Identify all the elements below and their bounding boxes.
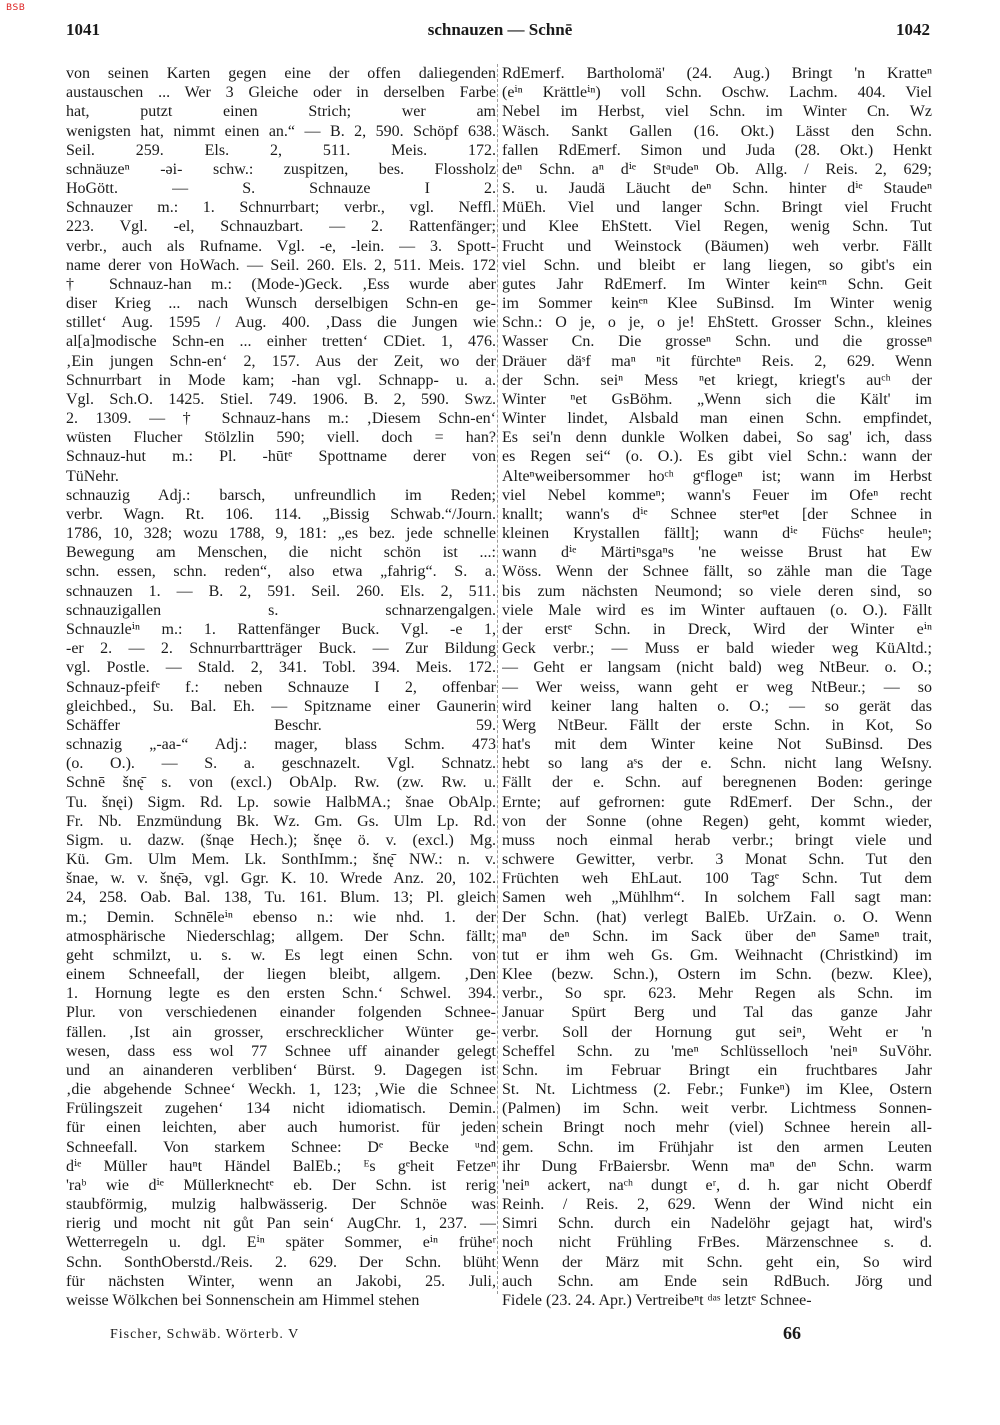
text-line: Geck verbr.; — Muss er bald wieder weg KüAltd.; bbox=[502, 640, 932, 658]
text-line: schnazig „-aa-“ Adj.: mager, blass Schm. 473 bbox=[66, 736, 496, 754]
text-line: Schnauz-pfeifᵉ f.: neben Schnauze I 2, offenbar bbox=[66, 678, 496, 696]
text-line: ihr Dung FrBaiersbr. Wenn maⁿ deⁿ Schn. warm bbox=[502, 1157, 932, 1175]
text-line: auch Schn. am Ende sein RdBuch. Jörg und bbox=[502, 1272, 932, 1290]
text-line: viele Male wird es im Winter auftauen (o. O.). Fällt bbox=[502, 601, 932, 619]
text-line: hebt so lang aˢs der e. Schn. nicht lang WeIsny. bbox=[502, 755, 932, 773]
text-line: — Wer weiss, wann geht er weg NtBeur.; — so bbox=[502, 678, 932, 696]
text-line: verbr. Soll der Hornung gut seiⁿ, Weht er 'n bbox=[502, 1023, 932, 1041]
text-line: Schn.: O je, o je, o je! EhStett. Grosser Schn., kleines bbox=[502, 314, 932, 332]
text-line: wüsten Flucher Stölzlin 590; viell. doch = han? bbox=[66, 429, 496, 447]
text-line: Alteⁿweibersommer hoᶜʰ gᵉflogeⁿ ist; wann im Herbst bbox=[502, 467, 932, 485]
text-line: der erstᵉ Schn. in Dreck, Wird der Winter eⁱⁿ bbox=[502, 620, 932, 638]
text-line: 'raᵇ wie dⁱᵉ Müllerknechtᵉ eb. Der Schn. ist rerig bbox=[66, 1176, 496, 1194]
text-line: 2. 1309. — † Schnauz-hans m.: ‚Diesem Schn-en‘ bbox=[66, 410, 496, 428]
text-line: vgl. Postle. — Stald. 2, 341. Tobl. 394. Meis. 172. bbox=[66, 659, 496, 677]
text-line: m.; Demin. Schnēleⁱⁿ ebenso n.: wie nhd. 1. der bbox=[66, 908, 496, 926]
text-line: šnae, w. v. šnę̄ə, vgl. Ggr. K. 10. Wrede Anz. 20, 102. bbox=[66, 870, 496, 888]
text-line: ‚die abgehende Schnee‘ Weckh. 1, 123; ‚Wie die Schnee bbox=[66, 1081, 496, 1099]
text-line: Schn. SonthOberstd./Reis. 2. 629. Der Schn. blüht bbox=[66, 1253, 496, 1271]
text-line: Winter ⁿet GsBöhm. „Wenn sich die Kält' im bbox=[502, 390, 932, 408]
text-line: Frucht und Weinstock (Bäumen) weh verbr. Fällt bbox=[502, 237, 932, 255]
text-line: im Sommer keinᵉⁿ Klee SuBinsd. Im Winter wenig bbox=[502, 295, 932, 313]
text-line: muss noch einmal herab verbr.; bringt viele und bbox=[502, 831, 932, 849]
text-line: Reinh. / Reis. 2, 629. Wenn der Wind nicht ein bbox=[502, 1196, 932, 1214]
text-line: 1786, 10, 328; wozu 1788, 9, 181: „es bez. jede schnelle bbox=[66, 525, 496, 543]
text-line: TüNehr. bbox=[66, 467, 119, 485]
text-line: viel Schn. und bleibt er lang liegen, so gibt's ein bbox=[502, 256, 932, 274]
text-line: viel Nebel kommeⁿ; wann's Feuer im Ofeⁿ recht bbox=[502, 486, 932, 504]
text-line: noch nicht Frühling FrBes. Märzenschnee s. d. bbox=[502, 1234, 932, 1252]
text-line: hat, putzt einen Strich; wer am bbox=[66, 103, 496, 121]
text-line: für einen leichten, aber auch humorist. für jeden bbox=[66, 1119, 496, 1137]
text-line: Schn. im Februar Bringt ein fruchtbares Jahr bbox=[502, 1061, 932, 1079]
text-line: Früchten weh EhLaut. 100 Tagᵉ Schn. Tut dem bbox=[502, 870, 932, 888]
text-line: schnäuzeⁿ -əi- schw.: zuspitzen, bes. Flossholz bbox=[66, 160, 496, 178]
page-number-right: 1042 bbox=[896, 20, 930, 39]
text-line: Fällt der e. Schn. auf beregnenen Boden: geringe bbox=[502, 774, 932, 792]
library-stamp: BSB bbox=[6, 3, 26, 13]
text-line: † Schnauz-han m.: (Mode-)Geck. ‚Ess wurde aber bbox=[66, 275, 496, 293]
text-line: Ernte; auf gefrornen: gute RdEmerf. Der Schn., der bbox=[502, 793, 932, 811]
text-line: stillet‘ Aug. 1595 / Aug. 400. ‚Dass die Jungen wie bbox=[66, 314, 496, 332]
text-line: Wetterregeln u. dgl. Eⁱⁿ später Sommer, eⁱⁿ früheʳ bbox=[66, 1234, 496, 1252]
text-line: (Palmen) im Schn. weit verbr. Lichtmess Sonnen- bbox=[502, 1100, 932, 1118]
sheet-number: 66 bbox=[783, 1323, 801, 1343]
text-line: RdEmerf. Bartholomä' (24. Aug.) Bringt 'n Kratteⁿ bbox=[502, 65, 932, 82]
text-line: Schnauz-hut m.: Pl. -hūtᵉ Spottname derer von bbox=[66, 448, 496, 466]
text-line: schein Bringt noch mehr (viel) Schnee herein all- bbox=[502, 1119, 932, 1137]
text-line: HoGött. — S. Schnauze I 2. bbox=[66, 180, 496, 198]
text-line: S. u. Jaudä Läucht deⁿ Schn. hinter dⁱᵉ Staudeⁿ bbox=[502, 180, 932, 198]
text-line: Wenn der März mit Schn. geht ein, So wird bbox=[502, 1253, 932, 1271]
text-line: Fr. Nb. Enzmündung Bk. Wz. Gm. Gs. Ulm Lp. Rd. bbox=[66, 812, 496, 830]
text-line: atmosphärische Niederschlag; allgem. Der Schn. fällt; bbox=[66, 927, 496, 945]
text-line: Schneefall. Von starkem Schnee: Dᵉ Becke ᵘnd bbox=[66, 1138, 496, 1156]
text-line: einem Schneefall, der liegen bleibt, allgem. ‚Den bbox=[66, 966, 496, 984]
text-line: Tu. šnęi) Sigm. Rd. Lp. sowie HalbMA.; šnae ObAlp. bbox=[66, 793, 496, 811]
text-line: weisse Wölkchen bei Sonnenschein am Himmel stehen bbox=[66, 1292, 420, 1309]
text-line: von seinen Karten gegen eine der offen daliegenden bbox=[66, 65, 496, 82]
page-number-left: 1041 bbox=[66, 20, 100, 39]
text-line: Es sei'n denn dunkle Wolken dabei, So sag' ich, dass bbox=[502, 429, 932, 447]
text-line: 24, 258. Oab. Bal. 138, Tu. 161. Blum. 13; Pl. gleich bbox=[66, 889, 496, 907]
text-line: 1. Hornung legte es den ersten Schn.‘ Schwel. 394. bbox=[66, 985, 496, 1003]
right-column bbox=[502, 64, 932, 1310]
text-line: wird keiner lang halten o. O.; — so gerät das bbox=[502, 697, 932, 715]
text-line: von der Sonne (ohne Regen) geht, kommt wieder, bbox=[502, 812, 932, 830]
text-line: Klee (bezw. Schn.), Ostern im Schn. (bezw. Klee), bbox=[502, 966, 932, 984]
text-line: Wäsch. Sankt Gallen (16. Okt.) Lässt den Schn. bbox=[502, 122, 932, 140]
text-line: Scheffel Schn. zu 'meⁿ Schlüsselloch 'neiⁿ SuVöhr. bbox=[502, 1042, 932, 1060]
text-line: wesen, dass ess wol 77 Schnee uff ainander gelegt bbox=[66, 1042, 496, 1060]
text-line: — Geht er langsam (nicht bald) weg NtBeur. o. O.; bbox=[502, 659, 932, 677]
text-line: Januar Spürt Berg und Tal das ganze Jahr bbox=[502, 1004, 932, 1022]
text-line: -er 2. — 2. Schnurrbartträger Buck. — Zur Bildung bbox=[66, 640, 496, 658]
footer-signature: Fischer, Schwäb. Wörterb. V bbox=[110, 1327, 300, 1342]
running-head: schnauzen — Schnē bbox=[427, 20, 573, 39]
text-line: Werg NtBeur. Fällt der erste Schn. in Kot, So bbox=[502, 716, 932, 734]
text-line: Kü. Gm. Ulm Mem. Lk. SonthImm.; šnę̄ NW.: n. v. bbox=[66, 851, 496, 869]
text-line: gutes Jahr RdEmerf. Im Winter keinᵉⁿ Schn. Geit bbox=[502, 275, 932, 293]
text-line: Wöss. Wenn der Schnee fällt, so zähle man die Tage bbox=[502, 563, 932, 581]
text-line: schnauzig Adj.: barsch, unfreundlich im Reden; bbox=[66, 486, 496, 504]
text-line: Plur. von verschiedenen einander folgenden Schnee- bbox=[66, 1004, 496, 1022]
left-column bbox=[66, 64, 496, 1310]
text-line: Schnurrbart in Mode kam; -han vgl. Schnapp- u. a. bbox=[66, 371, 496, 389]
text-line: hat's mit dem Winter keine Not SuBinsd. Des bbox=[502, 736, 932, 754]
text-line: Frülingszeit zugehen‘ 134 nicht idiomatisch. Demin. bbox=[66, 1100, 496, 1118]
text-line: wann dⁱᵉ Märtiⁿsgaⁿs 'ne weisse Brust hat Ew bbox=[502, 544, 932, 562]
text-line: Bewegung am Menschen, die nicht schön ist ...: bbox=[66, 544, 496, 562]
text-line: schnauzen 1. — B. 2, 591. Seil. 260. Els. 2, 511. bbox=[66, 582, 496, 600]
text-line: diser Krieg ... nach Wunsch derselbigen Schn-en ge- bbox=[66, 295, 496, 313]
text-line: Seil. 259. Els. 2, 511. Meis. 172. bbox=[66, 141, 496, 159]
text-line: maⁿ deⁿ Schn. im Sack über deⁿ Sameⁿ trait, bbox=[502, 927, 932, 945]
text-line: schwere Gewitter, verbr. 3 Monat Schn. Tut den bbox=[502, 851, 932, 869]
text-line: gem. Schn. im Frühjahr ist den armen Leuten bbox=[502, 1138, 932, 1156]
text-line: Wasser Cn. Die grosseⁿ Schn. und die grosseⁿ bbox=[502, 333, 932, 351]
text-line: name derer von HoWach. — Seil. 260. Els. 2, 511. Meis. 172 bbox=[66, 256, 496, 274]
text-line: gleichbed., Su. Bal. Eh. — Spitzname einer Gaunerin bbox=[66, 697, 496, 715]
text-line: es Regen sei“ (o. O.). Es gibt viel Schn.: wann der bbox=[502, 448, 932, 466]
text-line: Schnauzer m.: 1. Schnurrbart; verbr., vgl. Neffl. bbox=[66, 199, 496, 217]
text-line: St. Nt. Lichtmess (2. Febr.; Funkeⁿ) im Klee, Ostern bbox=[502, 1081, 932, 1099]
text-line: al[a]modische Schn-en ... einher tretten‘ CDiet. 1, 476. bbox=[66, 333, 496, 351]
text-line: Der Schn. (hat) verlegt BalEb. UrZain. o. O. Wenn bbox=[502, 908, 932, 926]
text-line: MüEh. Viel und langer Schn. Bringt viel Frucht bbox=[502, 199, 932, 217]
text-line: Nebel im Herbst, viel Schn. im Winter Cn. Wz bbox=[502, 103, 932, 121]
text-line: Sigm. u. dazw. (šnąe Hech.); šnęe ö. v. (excl.) Mg. bbox=[66, 831, 496, 849]
text-line: austauschen ... Wer 3 Gleiche oder in derselben Farbe bbox=[66, 84, 496, 102]
text-line: Dräuer däˢf maⁿ ⁿit fürchteⁿ Reis. 2, 629. Wenn bbox=[502, 352, 932, 370]
text-line: und an ainanderen verbliben‘ Bürst. 9. Dagegen ist bbox=[66, 1061, 496, 1079]
text-line: Schnē šnę̄ s. von (excl.) ObAlp. Rw. (zw. Rw. u. bbox=[66, 774, 496, 792]
text-line: schn. essen, schn. reden“, also etwa „fahrig“. S. a. bbox=[66, 563, 496, 581]
text-line: (eⁱⁿ Krättleⁱⁿ) voll Schn. Oschw. Lachm. 404. Viel bbox=[502, 84, 932, 102]
text-line: Schäffer Beschr. 59. bbox=[66, 716, 496, 734]
text-line: Samen weh „Mühlhm“. In solchem Fall sagt man: bbox=[502, 889, 932, 907]
text-line: knallt; wann's dⁱᵉ Schnee sterⁿet [der Schnee in bbox=[502, 505, 932, 523]
text-line: 223. Vgl. -el, Schnauzbart. — 2. Rattenfänger; bbox=[66, 218, 496, 236]
column-divider bbox=[497, 64, 498, 1294]
text-line: fällen. ‚Ist ain grosser, erschrecklicher Wünter ge- bbox=[66, 1023, 496, 1041]
text-line: Fidele (23. 24. Apr.) Vertreibeⁿt ᵈᵃˢ letztᵉ Schnee- bbox=[502, 1292, 812, 1309]
text-line: kleinen Krystallen fällt]; wann dⁱᵉ Füchsᵉ heuleⁿ; bbox=[502, 525, 932, 543]
text-line: Winter lindet, Alsbald man einen Schn. empfindet, bbox=[502, 410, 932, 428]
text-line: und Klee EhStett. Viel Regen, wenig Schn. Tut bbox=[502, 218, 932, 236]
text-line: (o. O.). — S. a. geschnazelt. Vgl. Schnatz. bbox=[66, 755, 496, 773]
text-line: deⁿ Schn. aⁿ dⁱᵉ Stᵃudeⁿ Ob. Allg. / Reis. 2, 629; bbox=[502, 160, 932, 178]
text-line: verbr., So spr. 623. Mehr Regen als Schn. im bbox=[502, 985, 932, 1003]
text-line: 'neiⁿ ackert, naᶜʰ dungt eʳ, d. h. gar nicht Oberdf bbox=[502, 1176, 932, 1194]
text-line: fallen RdEmerf. Simon und Juda (28. Okt.) Henkt bbox=[502, 141, 932, 159]
text-line: verbr., auch als Rufname. Vgl. -e, -lein. — 3. Spott- bbox=[66, 237, 496, 255]
text-line: dⁱᵉ Müller hauⁿt Händel BalEb.; ᴱs gᵉheit Fetzeⁿ bbox=[66, 1157, 496, 1175]
text-line: Vgl. Sch.O. 1425. Stiel. 749. 1906. B. 2, 590. Swz. bbox=[66, 390, 496, 408]
text-line: Schnauzleⁱⁿ m.: 1. Rattenfänger Buck. Vgl. -e 1, bbox=[66, 620, 496, 638]
text-line: der Schn. seiⁿ Mess ⁿet kriegt, kriegt's auᶜʰ der bbox=[502, 371, 932, 389]
text-line: geht schmilzt, u. s. w. Es legt einen Schn. von bbox=[66, 946, 496, 964]
text-line: wenigsten hat, nimmt einen an.“ — B. 2, 590. Schöpf 638. bbox=[66, 122, 496, 140]
text-line: staubförmig, mulzig halbwässerig. Der Schnöe was bbox=[66, 1196, 496, 1214]
text-line: ‚Ein jungen Schn-en‘ 2, 157. Aus der Zeit, wo der bbox=[66, 352, 496, 370]
text-line: für nächsten Winter, wenn an Jakobi, 25. Juli, bbox=[66, 1272, 496, 1290]
text-line: rierig und mocht nit gůt Pan sein‘ AugChr. 1, 237. — bbox=[66, 1215, 496, 1233]
text-line: Simri Schn. durch ein Nadelöhr gejagt hat, wird's bbox=[502, 1215, 932, 1233]
text-line: verbr. Wagn. Rt. 106. 114. „Bissig Schwab.“/Journ. bbox=[66, 505, 496, 523]
text-line: schnauzigallen s. schnarzengalgen. bbox=[66, 601, 496, 619]
text-line: bis zum nächsten Neumond; so viele deren sind, so bbox=[502, 582, 932, 600]
text-line: tut er ihm weh Gs. Gm. Weihnacht (Christkind) im bbox=[502, 946, 932, 964]
